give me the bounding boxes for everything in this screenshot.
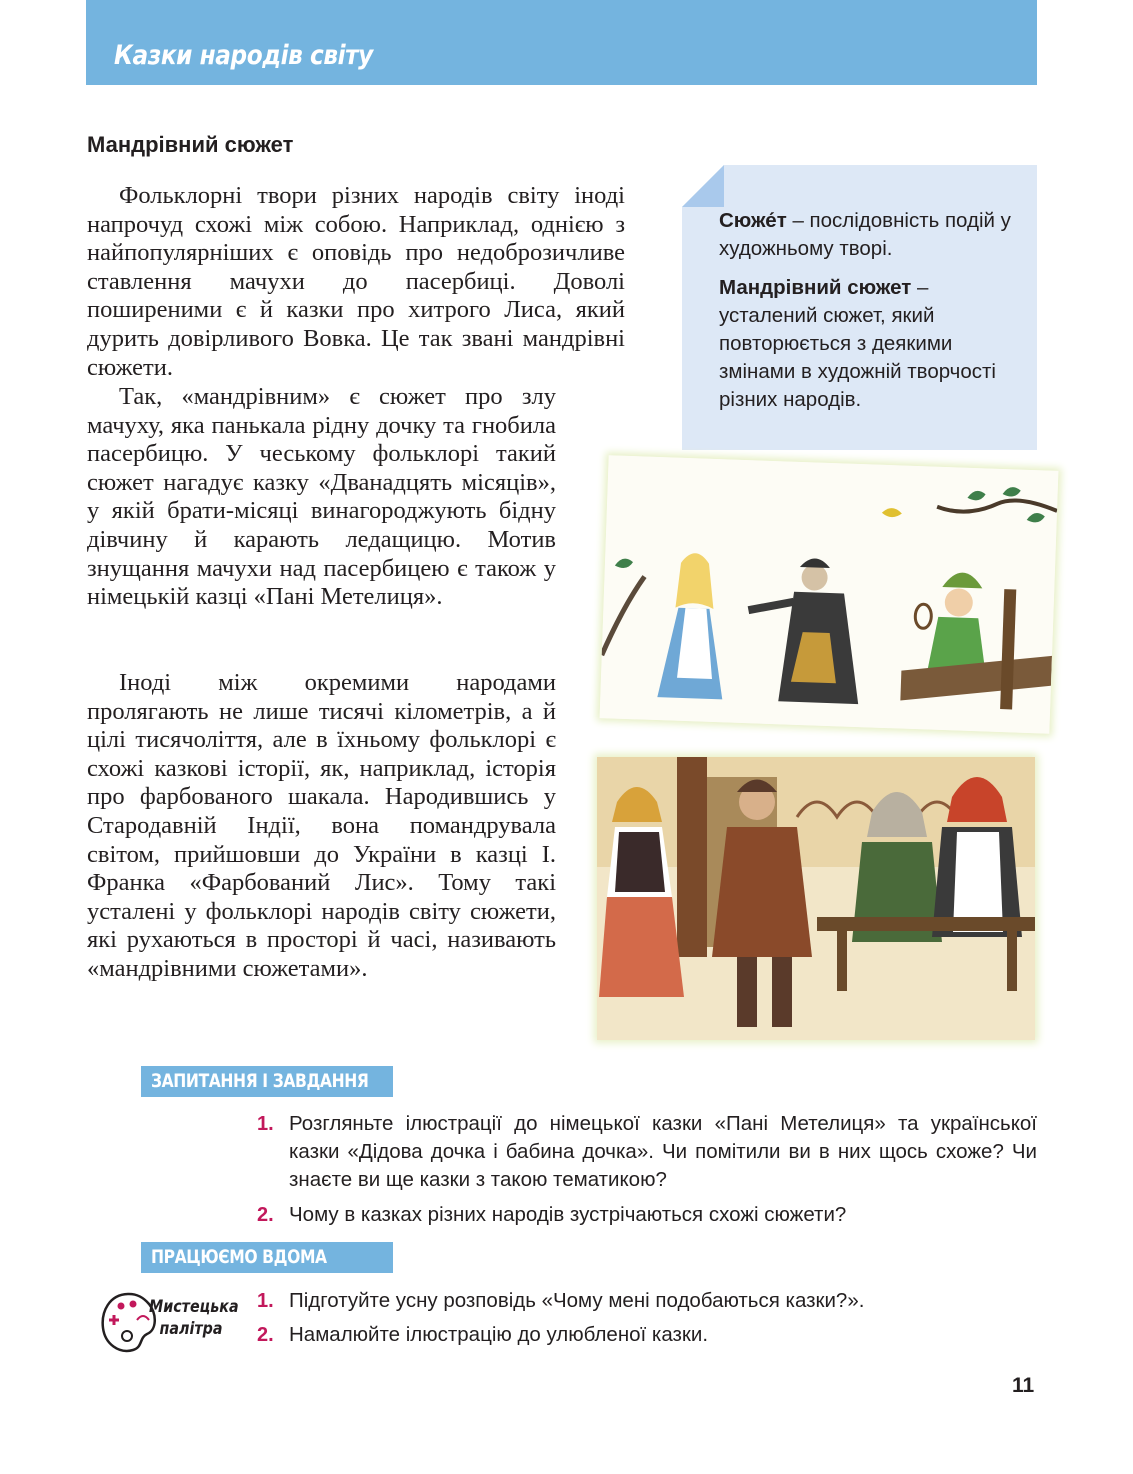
art-palette-badge (99, 1290, 249, 1356)
item-number: 1. (257, 1290, 274, 1312)
illustration-frau-holle (600, 455, 1059, 734)
item-text: Намалюйте ілюстрацію до улюбленої казки. (289, 1323, 709, 1346)
art-palette-label: Мистецька палітра (149, 1297, 239, 1339)
definition-term: Мандрівний сюжет (719, 276, 912, 299)
item-number: 2. (257, 1324, 274, 1346)
item-text: Підготуйте усну розповідь «Чому мені подобаються казки?». (289, 1289, 865, 1312)
item-text: Розгляньте ілюстрації до німецької казки «Пані Метелиця» та української казки «Дідова дочка і бабина дочка». Чи помітили ви в них щось схоже? Чи знаєте ви ще казки з такою тематикою? (289, 1112, 1037, 1191)
body-paragraph-3: Іноді між окремими народами пролягають не лише тисячі кілометрів, а й цілі тисячоліття, але в їхньому фольклорі є схожі казкові історії, як, наприклад, історія про фарбованого шакала. Народившись у Стародавній Індії, вона помандрувала світом, прийшовши до України в казці І. Франка «Фарбований Лис». Тому такі усталені у фольклорі народів світу сюжети, які рухаються в просторі й часі, називають «мандрівними сюжетами». (87, 669, 556, 982)
item-number: 1. (257, 1113, 274, 1135)
illustration-ukrainian-tale (597, 757, 1035, 1040)
body-paragraph-1: Фольклорні твори різних народів світу іноді напрочуд схожі між собою. Наприклад, однією з найпопулярніших є оповідь про недоброзичливе ставлення мачухи до пасербиці. Доволі поширеними є й казки про хитрого Лиса, який дурить довірливого Вовка. Це так звані мандрівні сюжети. (87, 182, 625, 381)
homework-heading: ПРАЦЮЄМО ВДОМА (141, 1242, 393, 1273)
item-text: Чому в казках різних народів зустрічаються схожі сюжети? (289, 1203, 847, 1226)
homework-item (257, 1321, 1037, 1349)
chapter-title: Казки народів світу (114, 40, 373, 71)
homework-item (257, 1287, 1037, 1315)
item-number: 2. (257, 1204, 274, 1226)
definition-plot (719, 207, 1019, 263)
definition-wandering-plot (719, 274, 1019, 414)
definition-term: Сюже́т (719, 209, 787, 232)
question-item (257, 1201, 1037, 1229)
definition-text: – послідовність подій у художньому творі. (719, 209, 1011, 260)
body-paragraph-2: Так, «мандрівним» є сюжет про злу мачуху, яка панькала рідну дочку та гнобила пасербицю. У чеському фольклорі такий сюжет нагадує казку «Дванадцять місяців», у якій брати-місяці винагороджують бідну дівчину й карають ледащицю. Мотив знущання мачухи над пасербицею є також у німецькій казці «Пані Метелиця». (87, 383, 556, 611)
page-number: 11 (1012, 1374, 1035, 1397)
section-title: Мандрівний сюжет (87, 132, 294, 157)
definition-box (682, 165, 1037, 450)
definition-text: – усталений сюжет, який повторюється з деякими змінами в художній творчості різних народів. (719, 276, 996, 411)
question-item (257, 1110, 1037, 1194)
questions-heading: ЗАПИТАННЯ І ЗАВДАННЯ (141, 1066, 393, 1097)
folded-corner-icon (682, 165, 724, 207)
